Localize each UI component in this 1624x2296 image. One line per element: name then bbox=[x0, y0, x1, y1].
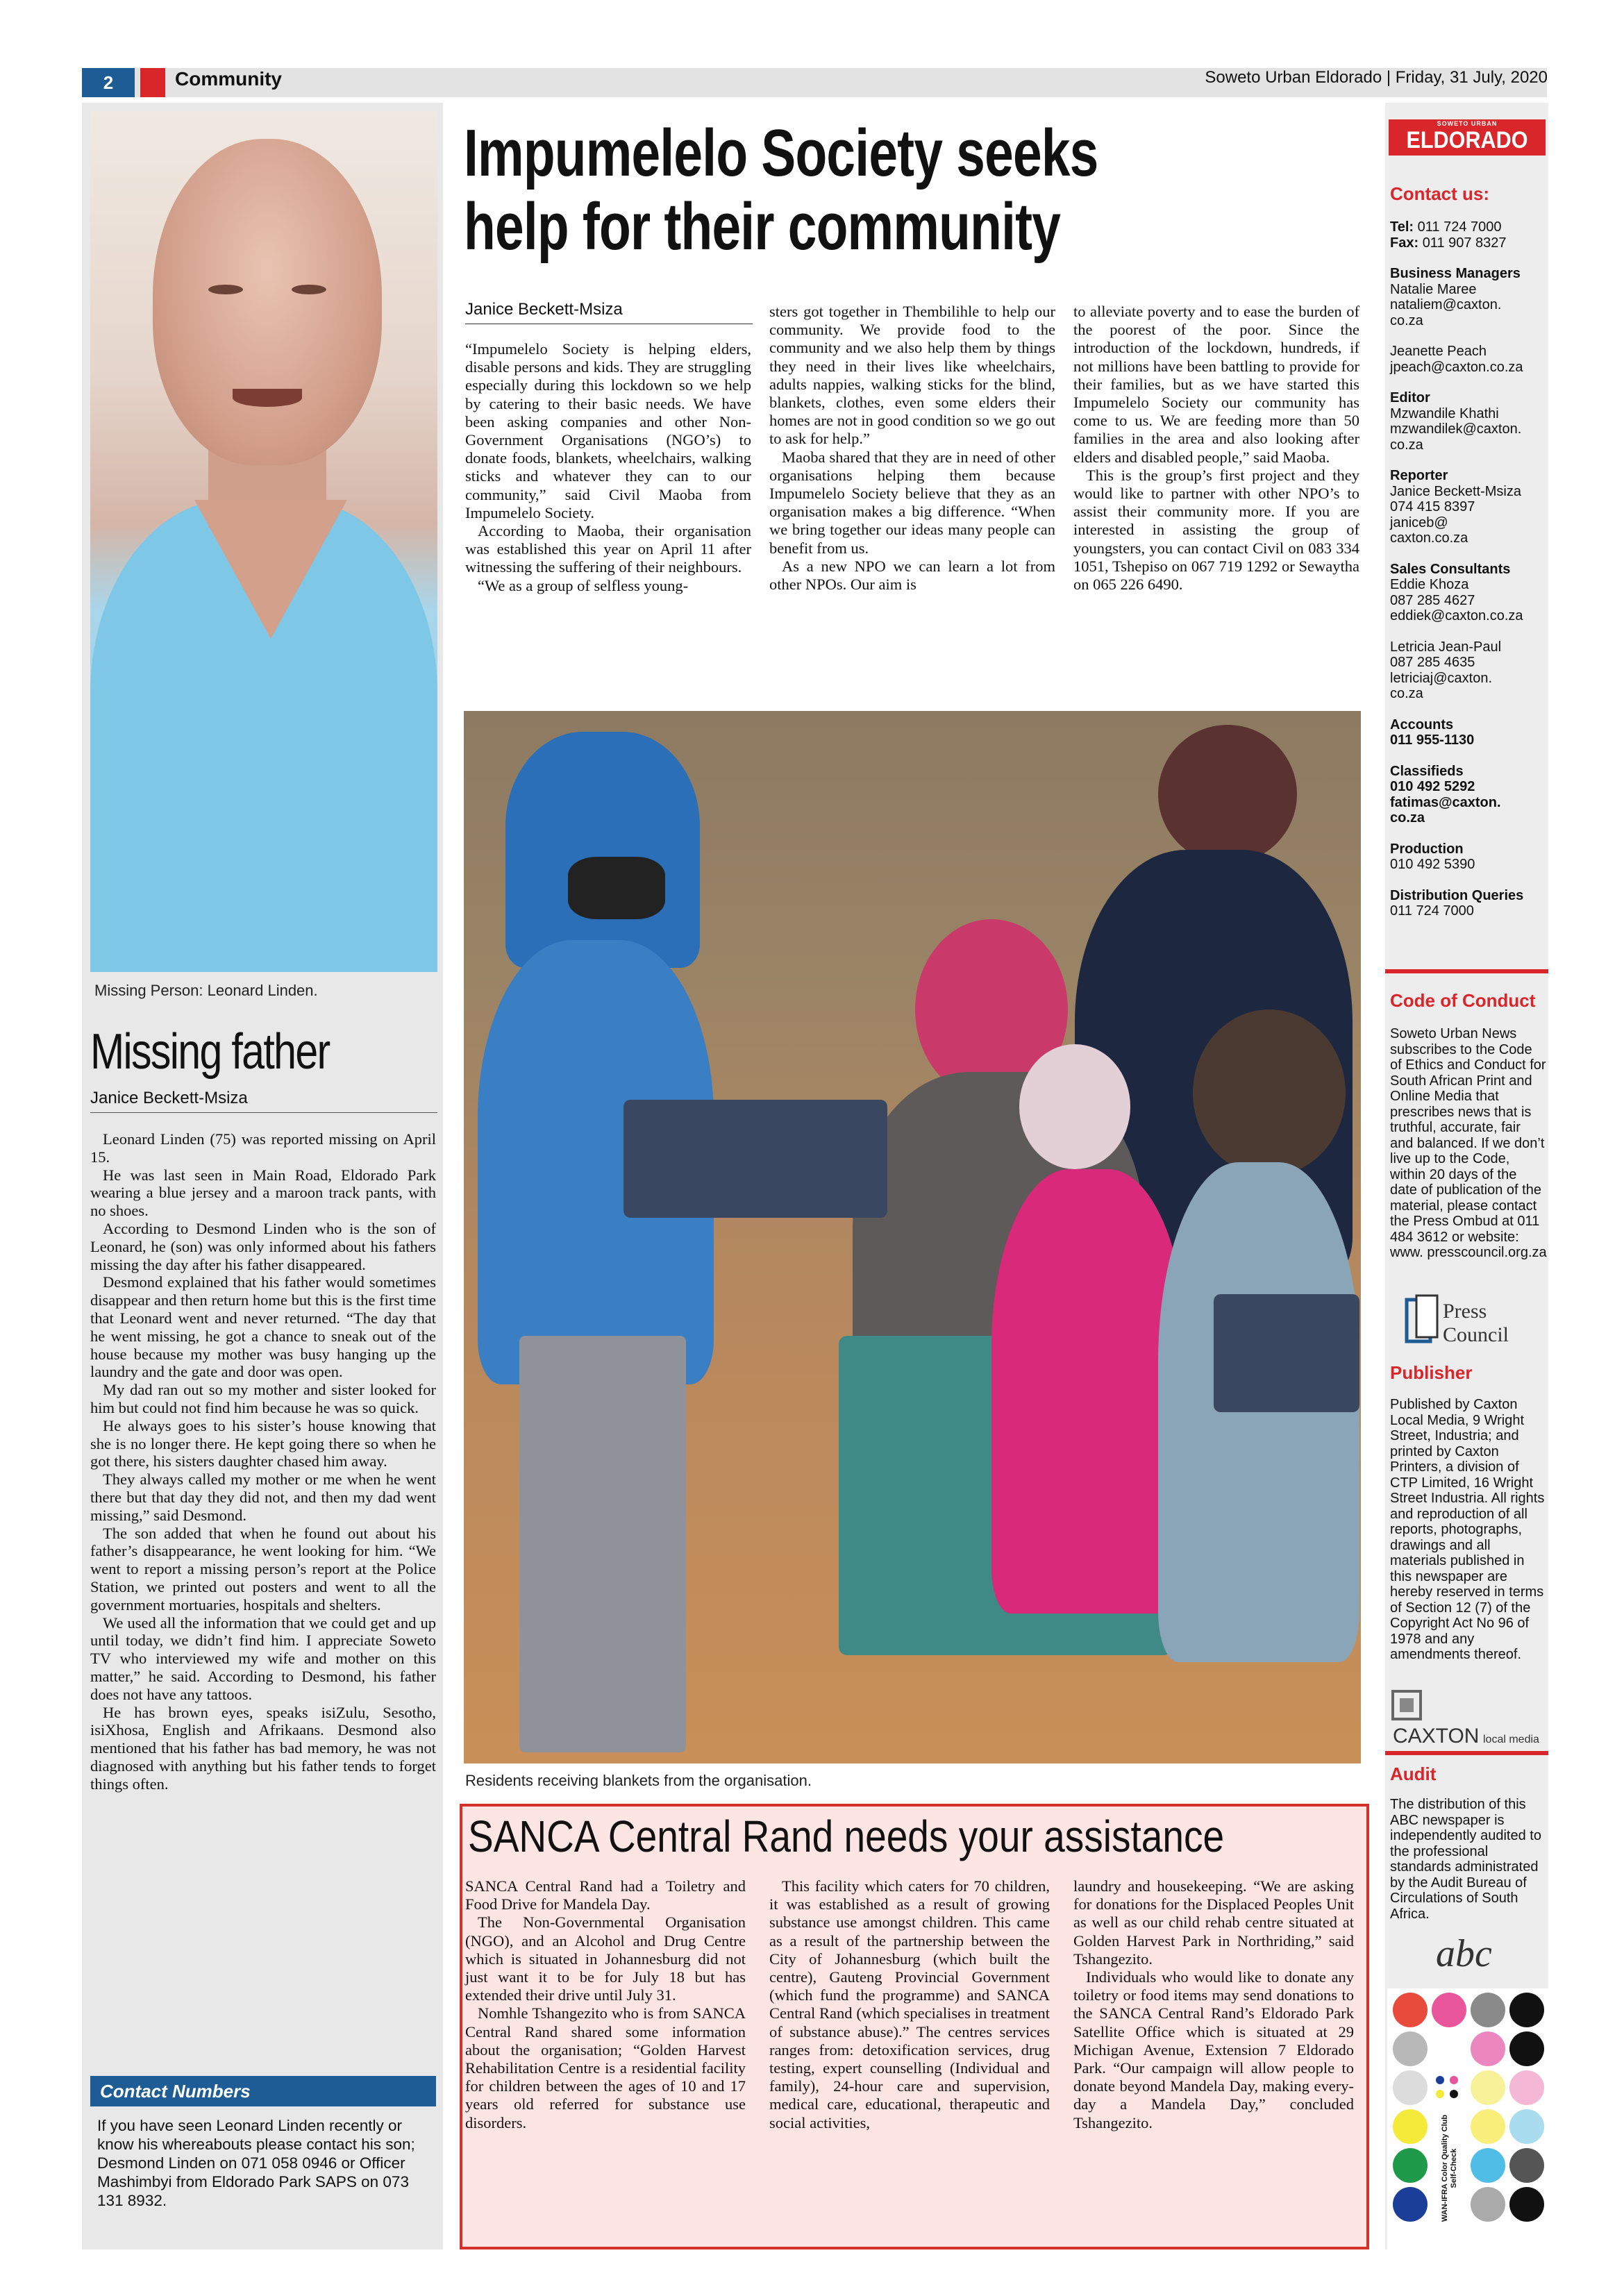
paragraph: My dad ran out so my mother and sister looked for him but could not find him because he was so quick. bbox=[90, 1381, 436, 1416]
contact-block bbox=[1390, 764, 1547, 826]
contact-block-line: eddiek@caxton.co.za bbox=[1390, 608, 1523, 623]
audit-heading: Audit bbox=[1390, 1763, 1437, 1784]
residents-blankets-photo bbox=[464, 711, 1361, 1763]
contact-block-line: co.za bbox=[1390, 686, 1423, 701]
swatch-label: WAN-IFRA Color Quality Club Self-Check bbox=[1441, 2114, 1458, 2222]
contact-block-line: co.za bbox=[1390, 810, 1425, 826]
logo-top-text: SOWETO URBAN bbox=[1437, 120, 1498, 127]
contact-block-line: Jeanette Peach bbox=[1390, 344, 1487, 359]
fax-label: Fax: bbox=[1390, 235, 1419, 251]
contact-block-line: 010 492 5292 bbox=[1390, 779, 1475, 794]
divider bbox=[1385, 969, 1548, 973]
paragraph: Desmond explained that his father would sometimes disappear and then return home but this is the first time that Leonard went and never returned. “The day that he went missing, he got a chance to sneak out of the house because my mother was busy hanging up the laundry and the gate and door was open. bbox=[90, 1273, 436, 1381]
contact-block-line: Janice Beckett-Msiza bbox=[1390, 483, 1521, 499]
paragraph: He has brown eyes, speaks isiZulu, Sesotho, isiXhosa, English and Afrikaans. Desmond also mentioned that his father has bad memory, he was not diagnosed with anything but his father tends to forget things often. bbox=[90, 1703, 436, 1793]
publisher-text: Published by Caxton Local Media, 9 Wright Street, Industria; and printed by Caxton Printers, a division of CTP Limited, 16 Wright Street Industria. All rights and reproduction of all reports, photographs, drawings and all materials published in this newspaper are hereby reserved in terms of Section 12 (7) of the Copyright Act No 96 of 1978 and any amendments thereof. bbox=[1390, 1397, 1545, 1662]
contact-block-line: letriciaj@caxton. bbox=[1390, 670, 1493, 686]
press-council-logo bbox=[1404, 1294, 1515, 1350]
missing-headline: Missing father bbox=[90, 1024, 330, 1080]
contact-block bbox=[1390, 390, 1547, 453]
sanca-column-1 bbox=[465, 1877, 746, 2132]
press-logo-line2: Council bbox=[1443, 1323, 1509, 1346]
main-column-2 bbox=[769, 303, 1055, 594]
missing-byline: Janice Beckett-Msiza bbox=[90, 1089, 437, 1113]
contact-block-line: Natalie Maree bbox=[1390, 281, 1477, 297]
contact-block-line: 087 285 4627 bbox=[1390, 592, 1475, 608]
contact-block-title: Sales Consultants bbox=[1390, 561, 1511, 577]
paragraph: According to Maoba, their organisation was established this year on April 11 after witnessing the suffering of their neighbours. bbox=[465, 522, 751, 576]
paragraph: sters got together in Thembilihle to help our community. We provide food to the community and we also help them by things they need in their lives like wheelchairs, adults nappies, walking sticks for the blind, blankets, clothes, even some elders their homes are not in good condition so we go out to ask for help.” bbox=[769, 303, 1055, 448]
contact-block-line: jpeach@caxton.co.za bbox=[1390, 359, 1523, 375]
paragraph: They always called my mother or me when he went there but that day they did not, and then my dad went missing,” said Desmond. bbox=[90, 1470, 436, 1524]
contact-block-line: janiceb@ bbox=[1390, 514, 1448, 530]
contact-block bbox=[1390, 344, 1547, 375]
missing-person-photo bbox=[90, 111, 437, 972]
contact-block bbox=[1390, 639, 1547, 702]
contact-numbers-text: If you have seen Leonard Linden recently or know his whereabouts please contact his son; Desmond Linden on 071 058 0946 or Officer Mashimbyi from Eldorado Park SAPS on 073 131 8932. bbox=[97, 2117, 415, 2209]
paragraph: As a new NPO we can learn a lot from other NPOs. Our aim is bbox=[769, 557, 1055, 594]
contact-block-line: Mzwandile Khathi bbox=[1390, 405, 1499, 421]
paragraph: laundry and housekeeping. “We are asking for donations for the Displaced Peoples Unit as well as our child rehab centre situated at Golden Harvest Park in Northriding,” said Tshangezito. bbox=[1073, 1877, 1354, 1968]
caxton-logo bbox=[1390, 1687, 1547, 1750]
missing-photo-caption: Missing Person: Leonard Linden. bbox=[94, 982, 318, 999]
paragraph: The son added that when he found out about his father’s disappearance, he went looking for him. “We went to report a missing person’s report at the Police Station, we printed out posters and went to all the government mortuaries, hospitals and shelters. bbox=[90, 1524, 436, 1614]
paragraph: “Impumelelo Society is helping elders, disable persons and kids. They are struggling especially during this lockdown so we help by catering to their basic needs. We have been asking companies and other Non-Government Organisations (NGO’s) to donate foods, blankets, wheelchairs, walking sticks and whatever they can to our community,” said Civil Maoba from Impumelelo Society. bbox=[465, 340, 751, 521]
contact-block bbox=[1390, 888, 1547, 919]
contact-block-line: 011 955-1130 bbox=[1390, 732, 1475, 748]
paragraph: He was last seen in Main Road, Eldorado Park wearing a blue jersey and a maroon track pants, with no shoes. bbox=[90, 1166, 436, 1220]
contact-block-title: Distribution Queries bbox=[1390, 887, 1524, 903]
contact-block-line: 087 285 4635 bbox=[1390, 655, 1475, 670]
section-marker bbox=[140, 68, 165, 97]
press-logo-line1: Press bbox=[1443, 1300, 1487, 1323]
code-of-conduct-heading: Code of Conduct bbox=[1390, 990, 1536, 1011]
sanca-column-3 bbox=[1073, 1877, 1354, 2132]
paragraph: Nomhle Tshangezito who is from SANCA Central Rand shared some information about the organisation; “Golden Harvest Rehabilitation Centre is a residential facility for children between the ages of 10 and 17 years old referred for substance use disorders. bbox=[465, 2004, 746, 2131]
main-headline: Impumelelo Society seeks help for their community bbox=[464, 116, 1098, 264]
contact-block-line: 074 415 8397 bbox=[1390, 499, 1475, 514]
contact-block-line: mzwandilek@caxton. bbox=[1390, 421, 1522, 437]
code-of-conduct-text: Soweto Urban News subscribes to the Code of Ethics and Conduct for South African Print and Online Media that prescribes news that is truthful, accurate, fair and balanced. If we don’t live up to the Code, within 20 days of the date of publication of the material, please contact the Press Ombud at 011 484 3612 or website: www. presscouncil.org.za bbox=[1390, 1026, 1547, 1260]
contact-block-title: Reporter bbox=[1390, 468, 1448, 483]
contact-block-title: Accounts bbox=[1390, 717, 1454, 732]
contact-us-heading: Contact us: bbox=[1390, 183, 1489, 204]
paragraph: According to Desmond Linden who is the son of Leonard, he (son) was only informed about his fathers missing the day after his father disappeared. bbox=[90, 1219, 436, 1273]
audit-text: The distribution of this ABC newspaper is independently audited to the professional standards administrated by the Audit Bureau of Circulations of South Africa. bbox=[1390, 1797, 1541, 1922]
paragraph: Individuals who would like to donate any toiletry or food items may send donations to the SANCA Central Rand’s Eldorado Park Satellite Office which is situated at 29 Michigan Avenue, Extension 7 Eldorado Park. “Our campaign will allow people to donate beyond Mandela Day, making every-day a Mandela Day,” concluded Tshangezito. bbox=[1073, 1968, 1354, 2131]
paragraph: We used all the information that we could get and up until today, we didn’t find him. I appreciate Soweto TV who interviewed my wife and mother on this matter,” he said. According to Desmond, his father does not have any tattoos. bbox=[90, 1614, 436, 1703]
contact-block-line: 010 492 5390 bbox=[1390, 857, 1475, 872]
caxton-logo-text: CAXTON bbox=[1393, 1725, 1480, 1748]
page-number: 2 bbox=[82, 68, 135, 97]
contact-block bbox=[1390, 468, 1547, 546]
abc-logo bbox=[1432, 1930, 1508, 1979]
main-column-1 bbox=[465, 340, 751, 595]
contact-block-line: co.za bbox=[1390, 312, 1423, 328]
main-byline: Janice Beckett-Msiza bbox=[465, 300, 753, 324]
tel-label: Tel: bbox=[1390, 219, 1414, 235]
paragraph: He always goes to his sister’s house knowing that she is no longer there. He kept going there so when he got there, his sisters daughter chased him away. bbox=[90, 1416, 436, 1470]
paragraph: SANCA Central Rand had a Toiletry and Food Drive for Mandela Day. bbox=[465, 1877, 746, 1913]
paragraph: The Non-Governmental Organisation (NGO), and an Alcohol and Drug Centre which is situated in Johannesburg did not just want it to be for July 18 but has extended their drive until July 31. bbox=[465, 1913, 746, 2004]
contact-block-line: fatimas@caxton. bbox=[1390, 794, 1501, 810]
contact-block bbox=[1390, 562, 1547, 624]
contact-block-line: 011 724 7000 bbox=[1390, 903, 1474, 919]
contact-block-title: Classifieds bbox=[1390, 763, 1464, 779]
paragraph: Leonard Linden (75) was reported missing on April 15. bbox=[90, 1130, 436, 1166]
main-column-3 bbox=[1073, 303, 1359, 594]
dateline: Soweto Urban Eldorado | Friday, 31 July, 2020 bbox=[1205, 68, 1548, 87]
paragraph: This facility which caters for 70 children, it was established as a result of growing substance use amongst children. This came as a result of the partnership between the City of Johannesburg (which built the centre), Gauteng Provincial Government (which fund the programme) and SANCA Central Rand (which specialises in treatment of substance abuse).” The centres services ranges from: detoxification services, drug testing, expert counselling (Individual and family), 24-hour care and supervision, medical care, educational, therapeutic and social activities, bbox=[769, 1877, 1050, 2131]
paragraph: to alleviate poverty and to ease the burden of the poorest of the poor. Since the introduction of the lockdown, hundreds, if not millions have been battling to provide for their families, but as we have started this Impumelelo Society our community has come to us. We are feeding more than 50 families in the area and also looking after elders and disabled people,” said Maoba. bbox=[1073, 303, 1359, 466]
logo-name: ELDORADO bbox=[1406, 127, 1528, 153]
missing-article-body bbox=[90, 1130, 436, 1793]
paragraph: “We as a group of selfless young- bbox=[478, 576, 689, 594]
contact-block bbox=[1390, 841, 1547, 873]
tel-value: 011 724 7000 bbox=[1417, 219, 1502, 235]
contact-block-line: nataliem@caxton. bbox=[1390, 297, 1502, 312]
divider bbox=[1385, 1751, 1548, 1755]
contact-block-line: Letricia Jean-Paul bbox=[1390, 639, 1502, 655]
contact-block bbox=[1390, 266, 1547, 328]
contact-details bbox=[1390, 219, 1547, 935]
contact-block-line: co.za bbox=[1390, 437, 1423, 453]
contact-block-line: caxton.co.za bbox=[1390, 530, 1468, 546]
fax-value: 011 907 8327 bbox=[1422, 235, 1507, 251]
abc-logo-text: abc bbox=[1436, 1932, 1492, 1975]
contact-block-title: Production bbox=[1390, 841, 1464, 857]
section-title: Community bbox=[175, 68, 282, 90]
sanca-column-2 bbox=[769, 1877, 1050, 2132]
sanca-headline: SANCA Central Rand needs your assistance bbox=[468, 1811, 1225, 1861]
contact-block-title: Editor bbox=[1390, 390, 1430, 405]
contact-block-title: Business Managers bbox=[1390, 266, 1521, 281]
color-check-swatches bbox=[1387, 1988, 1548, 2249]
eldorado-logo bbox=[1389, 119, 1546, 156]
caxton-logo-sub: local media bbox=[1483, 1734, 1539, 1745]
contact-block bbox=[1390, 717, 1547, 748]
contact-numbers-heading: Contact Numbers bbox=[90, 2076, 436, 2106]
paragraph: Maoba shared that they are in need of other organisations helping them because Impumelelo Society believe that they as an organisation makes a big difference. “When we bring together our ideas many people can benefit from us. bbox=[769, 448, 1055, 557]
paragraph: This is the group’s first project and they would like to partner with other NPO’s to assist their community more. If you are interested in assisting the group of youngsters, you can contact Civil on 083 334 1051, Tshepiso on 067 719 1292 or Sewaytha on 065 226 6490. bbox=[1073, 466, 1359, 594]
contact-block-line: Eddie Khoza bbox=[1390, 577, 1469, 592]
residents-photo-caption: Residents receiving blankets from the organisation. bbox=[465, 1772, 812, 1789]
publisher-heading: Publisher bbox=[1390, 1362, 1473, 1383]
